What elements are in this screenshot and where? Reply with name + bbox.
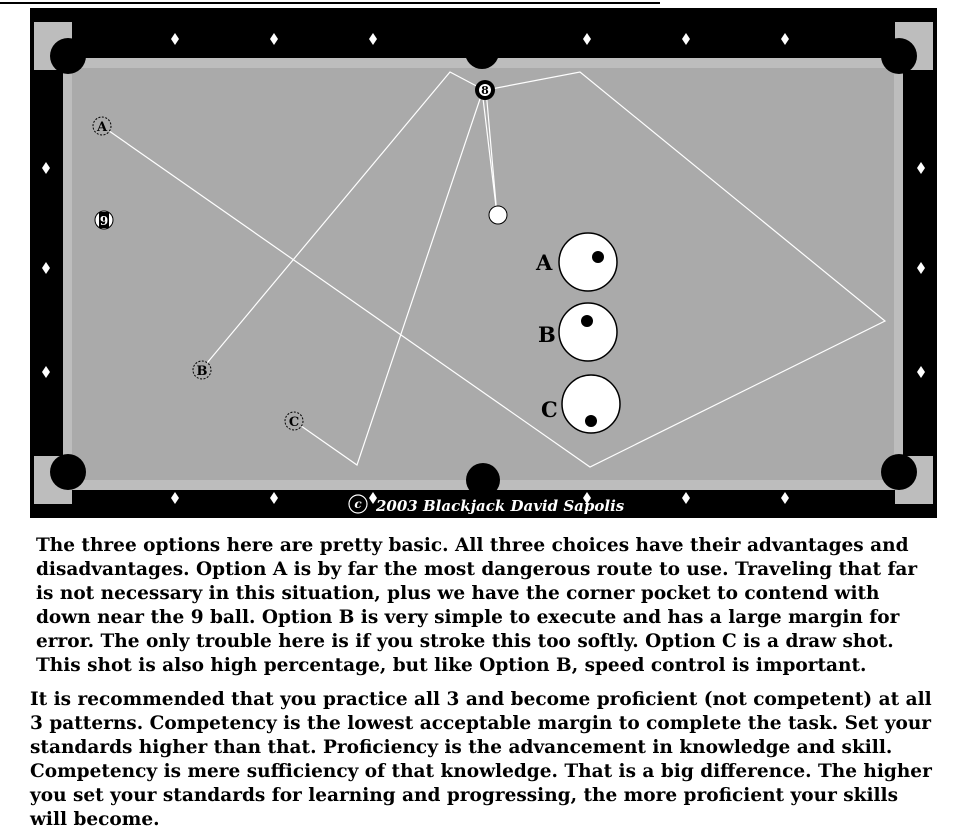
cue-tip-contact-a xyxy=(592,251,604,263)
nine-ball xyxy=(95,211,113,229)
pocket-top-left xyxy=(50,38,86,74)
pocket-top-right xyxy=(881,38,917,74)
position-marker-b xyxy=(193,361,211,379)
top-rule-line xyxy=(0,2,660,4)
position-marker-c xyxy=(285,412,303,430)
explanation-paragraph-1: The three options here are pretty basic. All three choices have their advantages and disadvantages. Option A is by far the most dangerous route to use. Traveling that far is not necessary in this situation, plus we have the corner pocket to contend with down near the 9 ball. Option B is very simple to execute and has a large margin for error. The only trouble here is if you stroke this too softly. Option C is a draw shot. This shot is also high percentage, but like Option B, speed control is important. xyxy=(36,535,918,676)
copyright-symbol: c xyxy=(354,497,362,511)
cue-tip-contact-c xyxy=(585,415,597,427)
copyright-text: 2003 Blackjack David Sapolis xyxy=(376,497,625,515)
position-label-a: A xyxy=(96,120,108,135)
eight-ball xyxy=(475,80,495,100)
nine-ball-number: 9 xyxy=(99,214,109,228)
pool-table-diagram xyxy=(30,8,937,518)
explanation-paragraph-2: It is recommended that you practice all 3 and become proficient (not competent) at all 3 patterns. Competency is the lowest acceptable margin to complete the task. Set your standards higher than that. Proficiency is the advancement in knowledge and skill. Competency is mere sufficiency of that knowledge. That is a big difference. The higher you set your standards for learning and progressing, the more proficient your skills will become. xyxy=(30,689,932,830)
copyright-notice xyxy=(349,495,625,515)
pocket-top-side xyxy=(465,35,499,69)
pocket-bottom-left xyxy=(50,454,86,490)
cue-tip-contact-b xyxy=(581,315,593,327)
position-label-b: B xyxy=(196,364,208,379)
cue-diagram-label-c: C xyxy=(541,397,558,422)
pocket-bottom-side xyxy=(466,463,500,497)
position-label-c: C xyxy=(288,415,300,430)
pocket-bottom-right xyxy=(881,454,917,490)
cue-diagram-label-a: A xyxy=(536,250,553,275)
table-felt xyxy=(72,68,894,480)
eight-ball-number: 8 xyxy=(481,84,489,97)
cue-diagram-label-b: B xyxy=(538,322,556,347)
cue-ball xyxy=(489,206,507,224)
position-marker-a xyxy=(93,117,111,135)
